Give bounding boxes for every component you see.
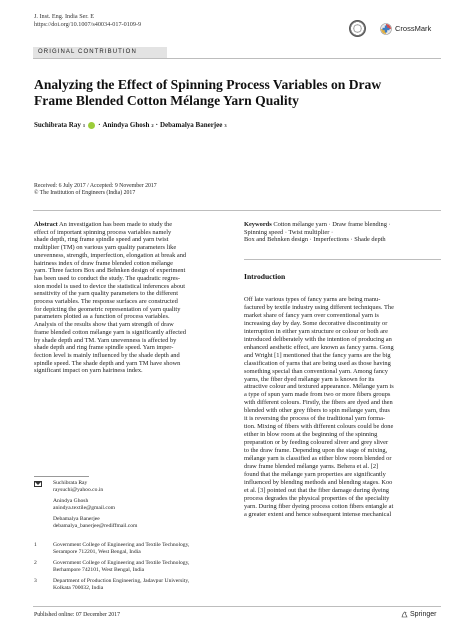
received-accepted-dates: Received: 6 July 2017 / Accepted: 9 November 2017 (34, 183, 157, 189)
affiliation-line: Berhampore 742101, West Bengal, India (53, 567, 145, 573)
affiliation-number: 3 (34, 578, 37, 584)
affiliation-line: Government College of Engineering and Textile Technology, (53, 560, 190, 566)
affiliation-line: Government College of Engineering and Textile Technology, (53, 542, 190, 548)
abstract-line: for depicting the geometric representation of yarn quality (34, 305, 181, 313)
abstract-line: parameters plotted as a function of process variables. (34, 313, 170, 321)
abstract-line: effect of important spinning process variables namely (34, 228, 172, 236)
abstract (34, 221, 228, 375)
author-separator: · (155, 121, 158, 129)
author-name[interactable]: Anindya Ghosh (102, 121, 150, 129)
abstract-line: Analysis of the results show that yarn strength of draw (34, 321, 174, 329)
intro-line: factured by textile industry using different techniques. The (244, 303, 394, 311)
abstract-line: multiplier (TM) on various yarn quality parameters like (34, 244, 177, 252)
abstract-label: Abstract (34, 221, 58, 228)
affiliation-number: 2 (34, 560, 37, 566)
title-line: Frame Blended Cotton Mélange Yarn Quality (34, 93, 299, 109)
keywords-label: Keywords (244, 221, 272, 228)
intro-line: it is reversing the process of the traditional yarn forma- (244, 415, 386, 423)
abstract-line: An investigation has been made to study the (59, 221, 173, 228)
crossmark-label: CrossMark (395, 23, 432, 33)
intro-line: interruption in either yarn structure or colour or both are (244, 327, 388, 335)
title-line: Analyzing the Effect of Spinning Process Variables on Draw (34, 77, 382, 92)
published-online-date: Published online: 07 December 2017 (34, 612, 120, 618)
intro-line: to the draw frame. Depending upon the stage of mixing, (244, 447, 388, 455)
footer-divider (33, 606, 441, 607)
doi-link[interactable]: https://doi.org/10.1007/s40034-017-0109-9 (34, 21, 142, 29)
coauthor-email[interactable]: anindya.textile@gmail.com (53, 505, 116, 511)
correspondent-email[interactable]: raysuchi@yahoo.co.in (53, 487, 104, 493)
journal-seal-icon (349, 20, 366, 37)
abstract-line: shade depth, ring frame spindle speed and yarn twist (34, 236, 169, 244)
orcid-icon[interactable] (88, 122, 95, 129)
affiliation-line: Serampore 712201, West Bengal, India (53, 549, 141, 555)
crossmark-icon (380, 22, 392, 34)
author-affiliation-mark: 1 (82, 122, 86, 128)
intro-line: something special than conventional yarn. Among fancy (244, 367, 388, 375)
author-affiliation-mark: 2 (151, 122, 154, 128)
coauthor-name: Debamalya Banerjee (53, 516, 100, 522)
correspondent-name: Suchibrata Ray (53, 480, 88, 486)
intro-line: either in blow room at the beginning of the spinning (244, 431, 378, 439)
intro-line: mélange yarn is classified as either blow room blended or (244, 455, 392, 463)
intro-line: a type of spun yarn made from two or more fibers groups (244, 391, 391, 399)
affiliation-number: 1 (34, 542, 37, 548)
section-heading-introduction: Introduction (244, 272, 286, 281)
divider (33, 58, 441, 59)
abstract-line: significant impact on yarn hairiness index. (34, 367, 143, 375)
author-name[interactable]: Debamalya Banerjee (159, 121, 223, 129)
intro-line: enhanced aesthetic effect, are known as fancy yarns. Gong (244, 343, 394, 351)
publisher-logo (401, 611, 436, 618)
copyright-line: © The Institution of Engineers (India) 2017 (34, 190, 136, 197)
abstract-line: frame blended cotton mélange yarn is significantly affected (34, 328, 186, 336)
abstract-line: yarn. Three factors Box and Behnken design of experiment (34, 267, 186, 275)
keyword-line: Spinning speed · Twist multiplier · (244, 228, 334, 236)
abstract-line: has been used to conduct the study. The quadratic regres- (34, 274, 181, 282)
coauthor-name: Anindya Ghosh (53, 498, 89, 504)
journal-name: J. Inst. Eng. India Ser. E (34, 13, 94, 20)
divider (244, 259, 441, 260)
keyword-line: Cotton mélange yarn · Draw frame blending · (273, 221, 391, 228)
intro-line: blended with other grey fibers to spin mélange yarn, thus (244, 407, 390, 415)
intro-line: and Wright [1] mentioned that the fancy yarns are the big (244, 351, 391, 359)
intro-line: tion. Mixing of fibers with different colours could be done (244, 423, 394, 431)
email-icon (34, 481, 42, 487)
intro-line: market share of fancy yarn over conventional yarn is (244, 311, 379, 319)
intro-line: increasing day by day. Some decorative discontinuity or (244, 319, 388, 327)
contribution-type-bar: ORIGINAL CONTRIBUTION (33, 47, 167, 58)
author-affiliation-mark: 3 (224, 122, 227, 128)
author-list (34, 121, 227, 129)
abstract-line: hairiness index of draw frame blended cotton mélange (34, 259, 173, 267)
publisher-name: Springer (410, 611, 437, 618)
abstract-line: sion model is used to device the statistical inferences about (34, 282, 186, 290)
keyword-line: Box and Behnken design · Imperfections · Shade depth (244, 236, 386, 244)
affiliation-line: Department of Production Engineering, Jadavpur University, (53, 578, 190, 584)
abstract-line: unevenness, strength, imperfection, elongation at break and (34, 251, 187, 259)
intro-line: preparation or by feeding coloured sliver and grey sliver (244, 439, 389, 447)
coauthor-email[interactable]: debamalya_banerjee@rediffmail.com (53, 523, 138, 529)
intro-line: Off late various types of fancy yarns are being manu- (244, 296, 381, 303)
affiliation-line: Kolkata 700032, India (53, 585, 104, 591)
intro-line: draw frame blended mélange yarns. Behera et al. [2] (244, 463, 379, 471)
article-title (34, 77, 434, 110)
intro-line: yarn. During fiber dyeing process cotton fibers entangle at (244, 502, 394, 510)
affiliations-block (34, 542, 228, 604)
intro-line: with different colours. Firstly, the fibers are dyed and then (244, 399, 393, 407)
keywords (244, 221, 441, 244)
abstract-line: shade depth and ring frame spindle speed. Yarn imper- (34, 344, 174, 352)
crossmark-badge[interactable] (380, 22, 431, 34)
correspondence-block (34, 480, 228, 540)
journal-header (34, 13, 141, 29)
intro-line: yarns, the fiber dyed mélange yarn is known for its (244, 375, 375, 383)
intro-line: attractive colour and textured appearance. Mélange yarn is (244, 383, 394, 391)
abstract-line: by shade depth and TM. Yarn unevenness is affected by (34, 336, 177, 344)
intro-line: process degrades the physical properties of the speciality (244, 494, 390, 502)
abstract-line: spindle speed. The shade depth and yarn TM have shown (34, 359, 181, 367)
springer-horse-icon (401, 611, 408, 618)
footnote-divider (34, 476, 89, 477)
article-dates (34, 183, 157, 198)
intro-line: et al. [3] pointed out that the fiber damage during dyeing (244, 486, 389, 494)
author-separator: · (98, 121, 101, 129)
intro-line: a greater extent and hence subsequent intense mechanical (244, 510, 392, 518)
intro-line: found that the mélange yarn properties are significantly (244, 470, 386, 478)
introduction-body (244, 296, 441, 519)
abstract-line: sensitivity of the yarn quality parameters to the different (34, 290, 178, 298)
divider (33, 210, 441, 211)
author-name[interactable]: Suchibrata Ray (34, 121, 81, 129)
intro-line: classification of yarns that are being used as those having (244, 359, 391, 367)
intro-line: influenced by blending methods and blending stages. Koo (244, 478, 393, 486)
abstract-line: process variables. The response surfaces are constructed (34, 298, 178, 306)
abstract-line: fection level is mainly influenced by the shade depth and (34, 351, 180, 359)
intro-line: introduced deliberately with the intention of producing an (244, 335, 392, 343)
